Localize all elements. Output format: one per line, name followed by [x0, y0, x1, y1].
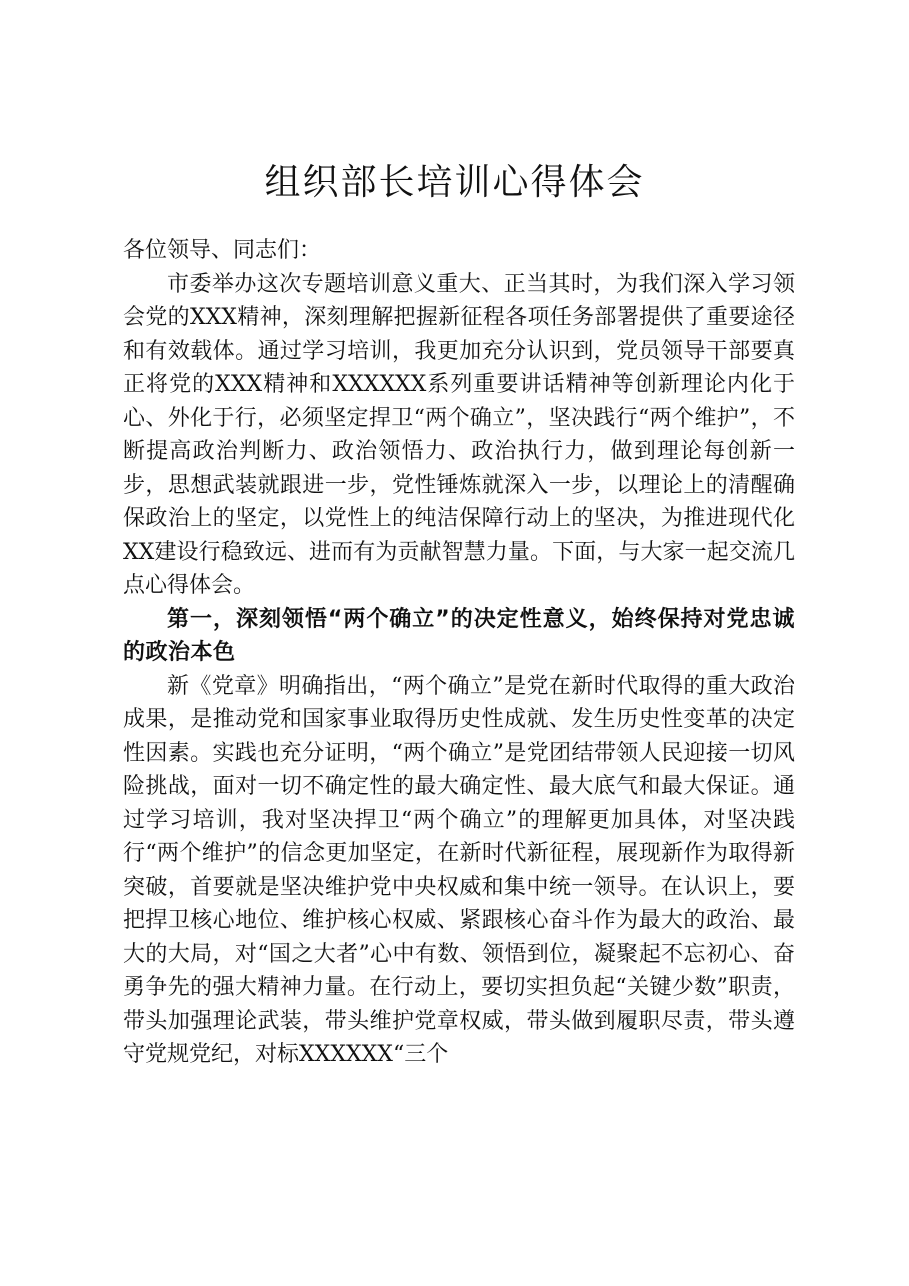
section-heading: 第一，深刻领悟“两个确立”的决定性意义，始终保持对党忠诚的政治本色 — [123, 606, 795, 665]
intro-paragraph: 市委举办这次专题培训意义重大、正当其时，为我们深入学习领会党的XXX精神，深刻理解把握新征程各项任务部署提供了重要途径和有效载体。通过学习培训，我更加充分认识到，党员领导干部要真正将党的XXX精神和XXXXXX系列重要讲话精神等创新理论内化于心、外化于行，必须坚定捍卫“两个确立”，坚决践行“两个维护”，不断提高政治判断力、政治领悟力、政治执行力，做到理论每创新一步，思想武装就跟进一步，党性锤炼就深入一步，以理论上的清醒确保政治上的坚定，以党性上的纯洁保障行动上的坚决，为推进现代化XX建设行稳致远、进而有为贡献智慧力量。下面，与大家一起交流几点心得体会。 — [123, 271, 795, 598]
document-title: 组织部长培训心得体会 — [264, 162, 645, 203]
document-body — [123, 234, 795, 1072]
salutation: 各位领导、同志们： — [123, 238, 322, 263]
section-paragraph: 新《党章》明确指出，“两个确立”是党在新时代取得的重大政治成果，是推动党和国家事业取得历史性成就、发生历史性变革的决定性因素。实践也充分证明，“两个确立”是党团结带领人民迎接一切风险挑战，面对一切不确定性的最大确定性、最大底气和最大保证。通过学习培训，我对坚决捍卫“两个确立”的理解更加具体，对坚决践行“两个维护”的信念更加坚定，在新时代新征程，展现新作为取得新突破，首要就是坚决维护党中央权威和集中统一领导。在认识上，要把捍卫核心地位、维护核心权威、紧跟核心奋斗作为最大的政治、最大的大局，对“国之大者”心中有数、领悟到位，凝聚起不忘初心、奋勇争先的强大精神力量。在行动上，要切实担负起“关键少数”职责，带头加强理论武装，带头维护党章权威，带头做到履职尽责，带头遵守党规党纪，对标XXXXXX“三个 — [123, 673, 795, 1067]
